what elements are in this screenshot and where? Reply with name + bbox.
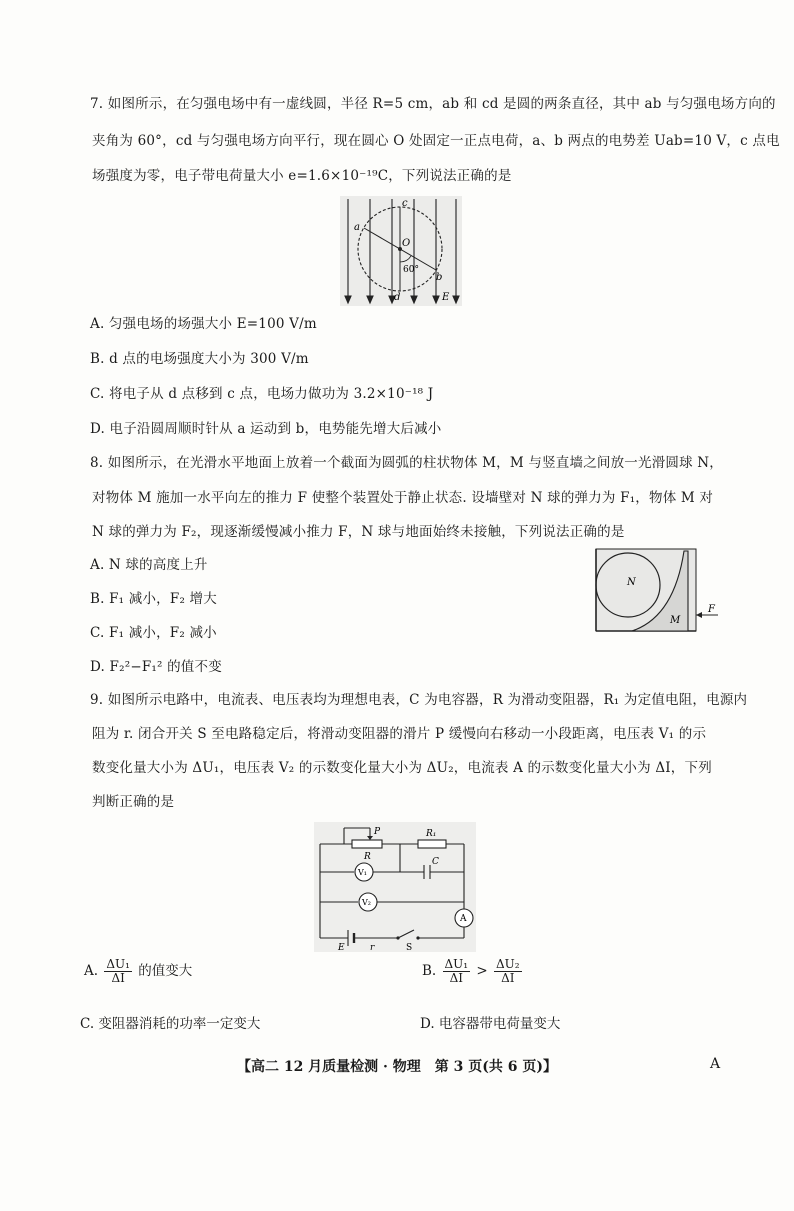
q9-option-a-suffix: 的值变大 xyxy=(138,963,193,979)
label-f: F xyxy=(708,604,715,615)
q9-line-4: 判断正确的是 xyxy=(92,794,175,810)
angle-label: 60° xyxy=(403,265,419,275)
label-e: E xyxy=(338,943,345,952)
q7-option-b: B. d 点的电场强度大小为 300 V/m xyxy=(90,351,309,367)
q9-option-b xyxy=(422,958,524,985)
q9-circuit-figure xyxy=(314,822,476,952)
version-label: A xyxy=(710,1056,721,1072)
numerator: ΔU₁ xyxy=(106,957,130,971)
voltmeter-v1: V₁ xyxy=(358,868,367,877)
label-r: R xyxy=(364,852,371,862)
q9-line-2: 阻为 r. 闭合开关 S 至电路稳定后，将滑动变阻器的滑片 P 缓慢向右移动一小段距离，电压表 V₁ 的示 xyxy=(92,726,707,742)
q9-option-a-prefix: A. xyxy=(84,963,99,979)
q9-option-b-prefix: B. xyxy=(422,963,437,979)
numerator: ΔU₂ xyxy=(496,957,520,971)
q7-line-2: 夹角为 60°，cd 与匀强电场方向平行，现在圆心 O 处固定一正点电荷，a、b 两点的电势差 Uab=10 V，c 点电 xyxy=(92,133,780,149)
q7-field-figure xyxy=(340,196,462,306)
q7-line-1: 7. 如图所示，在匀强电场中有一虚线圆，半径 R=5 cm，ab 和 cd 是圆的两条直径，其中 ab 与匀强电场方向的 xyxy=(90,96,776,112)
q8-option-b: B. F₁ 减小，F₂ 增大 xyxy=(90,591,217,607)
q8-line-2: 对物体 M 施加一水平向左的推力 F 使整个装置处于静止状态. 设墙壁对 N 球的弹力为 F₁，物体 M 对 xyxy=(92,490,714,506)
q8-ball-wedge-figure xyxy=(592,545,720,637)
label-c: C xyxy=(432,857,439,867)
label-a: a xyxy=(354,222,360,233)
label-d: d xyxy=(394,292,401,303)
q9-line-1: 9. 如图所示电路中，电流表、电压表均为理想电表，C 为电容器，R 为滑动变阻器，R₁ 为定值电阻，电源内 xyxy=(90,692,748,708)
fraction-du2-di xyxy=(494,958,522,985)
q8-option-d: D. F₂²−F₁² 的值不变 xyxy=(90,659,222,675)
q8-option-a: A. N 球的高度上升 xyxy=(90,557,208,573)
ammeter-a: A xyxy=(460,914,467,924)
label-p: P xyxy=(374,827,381,837)
q7-line-3: 场强度为零，电子带电荷量大小 e=1.6×10⁻¹⁹C，下列说法正确的是 xyxy=(92,168,512,184)
q7-option-c: C. 将电子从 d 点移到 c 点，电场力做功为 3.2×10⁻¹⁸ J xyxy=(90,386,434,402)
q8-line-3: N 球的弹力为 F₂，现逐渐缓慢减小推力 F，N 球与地面始终未接触，下列说法正确的是 xyxy=(92,524,625,540)
label-e: E xyxy=(442,292,450,303)
label-o: O xyxy=(402,238,411,249)
q8-line-1: 8. 如图所示，在光滑水平地面上放着一个截面为圆弧的柱状物体 M，M 与竖直墙之间放一光滑圆球 N， xyxy=(90,455,724,471)
voltmeter-v2: V₂ xyxy=(362,898,371,907)
denominator: ΔI xyxy=(111,971,125,985)
denominator: ΔI xyxy=(449,971,464,985)
q9-option-a xyxy=(84,958,192,985)
comparison-sign: > xyxy=(476,963,488,979)
fraction-du1-di xyxy=(104,958,132,985)
numerator: ΔU₁ xyxy=(444,957,469,971)
q7-option-a: A. 匀强电场的场强大小 E=100 V/m xyxy=(90,316,317,332)
q9-option-c: C. 变阻器消耗的功率一定变大 xyxy=(80,1016,261,1032)
label-r-internal: r xyxy=(370,943,375,952)
label-n: N xyxy=(627,577,636,588)
page-footer: 【高二 12 月质量检测 · 物理 第 3 页(共 6 页)】 xyxy=(236,1059,558,1075)
q9-option-d: D. 电容器带电荷量变大 xyxy=(420,1016,561,1032)
label-b: b xyxy=(436,272,443,283)
label-m: M xyxy=(670,615,681,626)
q9-line-3: 数变化量大小为 ΔU₁，电压表 V₂ 的示数变化量大小为 ΔU₂，电流表 A 的示数变化量大小为 ΔI，下列 xyxy=(92,760,712,776)
denominator: ΔI xyxy=(501,971,515,985)
q8-option-c: C. F₁ 减小，F₂ 减小 xyxy=(90,625,217,641)
label-s: S xyxy=(406,943,413,952)
fraction-du1-di xyxy=(443,958,471,985)
label-r1: R₁ xyxy=(426,829,437,839)
label-c: c xyxy=(402,198,408,209)
q7-option-d: D. 电子沿圆周顺时针从 a 运动到 b，电势能先增大后减小 xyxy=(90,421,442,437)
